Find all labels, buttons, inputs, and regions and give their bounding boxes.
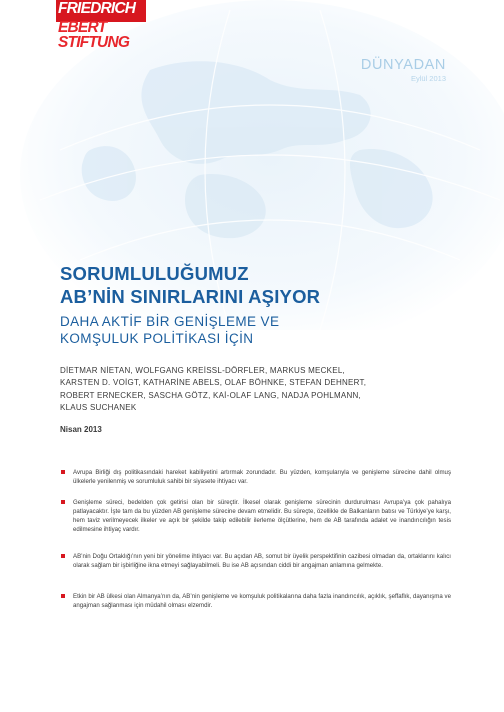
logo-line-2: EBERT <box>58 19 107 36</box>
logo-line-1: FRIEDRICH <box>58 0 136 17</box>
series-title: DÜNYADAN <box>360 57 446 73</box>
bullet-square-icon <box>61 470 65 474</box>
series-label <box>361 57 446 83</box>
fes-logo <box>56 0 146 74</box>
bullet-text: Avrupa Birliği dış politikasındaki hareket kabiliyetini artırmak zorundadır. Bu yüzden, komşularıyla ve genişleme sürecine dahil olmuş ülkelerle yenilenmiş ve sorumluluk sahibi bir siyasete ihtiyacı var. <box>73 469 451 486</box>
series-date: Eylül 2013 <box>410 74 446 83</box>
logo-wordmark <box>58 0 148 51</box>
title-line-2: AB’NİN SINIRLARINI AŞIYOR <box>60 286 321 307</box>
document-title <box>60 262 460 308</box>
document-subtitle <box>60 313 460 347</box>
author-list <box>60 365 460 414</box>
bullet-square-icon <box>61 554 65 558</box>
bullet-square-icon <box>61 594 65 598</box>
author-line: KARSTEN D. VOİGT, KATHARİNE ABELS, OLAF BÖHNKE, STEFAN DEHNERT, <box>60 378 367 388</box>
author-line: KLAUS SUCHANEK <box>60 402 137 412</box>
author-line: DİETMAR NİETAN, WOLFGANG KREİSSL-DÖRFLER, MARKUS MECKEL, <box>60 366 345 375</box>
subtitle-line-2: KOMŞULUK POLİTİKASI İÇİN <box>60 331 254 346</box>
logo-line-3: STIFTUNG <box>58 34 130 51</box>
publication-date: Nisan 2013 <box>60 425 102 434</box>
bullet-square-icon <box>61 500 65 504</box>
bullet-text: Genişleme süreci, bedelden çok getirisi olan bir süreçtir. İlkesel olarak genişleme sürecinin durdurulması Avrupa’ya çok pahalıya patlayacaktır. İşte tam da bu yüzden AB genişleme sürecine devam etmelidir. Bu süreçte, özellikle de Balkanların batısı ve Türkiye’ye karşı, hem taviz verilmeyecek ilkeler ve açık bir şekilde takip edilebilir ilerleme ölçütlerine, hem de AB tarafında adalet ve inandırıcılığın tesis edilmesine ihtiyaç vardır. <box>73 499 451 534</box>
bullet-text: Etkin bir AB ülkesi olan Almanya’nın da, AB’nin genişleme ve komşuluk politikalarına daha fazla inandırıcılık, açıklık, şeffaflık, dayanışma ve angajman sağlanması için müdahil olması elzemdir. <box>73 593 451 610</box>
title-line-1: SORUMLULUĞUMUZ <box>60 263 249 284</box>
author-line: ROBERT ERNECKER, SASCHA GÖTZ, KAİ-OLAF LANG, NADJA POHLMANN, <box>60 390 361 400</box>
subtitle-line-1: DAHA AKTİF BİR GENİŞLEME VE <box>60 314 280 329</box>
bullet-text: AB’nin Doğu Ortaklığı’nın yeni bir yönelime ihtiyacı var. Bu açıdan AB, somut bir üyelik perspektifinin cazibesi olmadan da, ortaklarını kalıcı olarak sağlam bir işbirliğine ikna etmeyi sağlayabilmeli. Bu ise AB açısından ciddi bir angajman anlamına gelmekte. <box>73 553 451 570</box>
